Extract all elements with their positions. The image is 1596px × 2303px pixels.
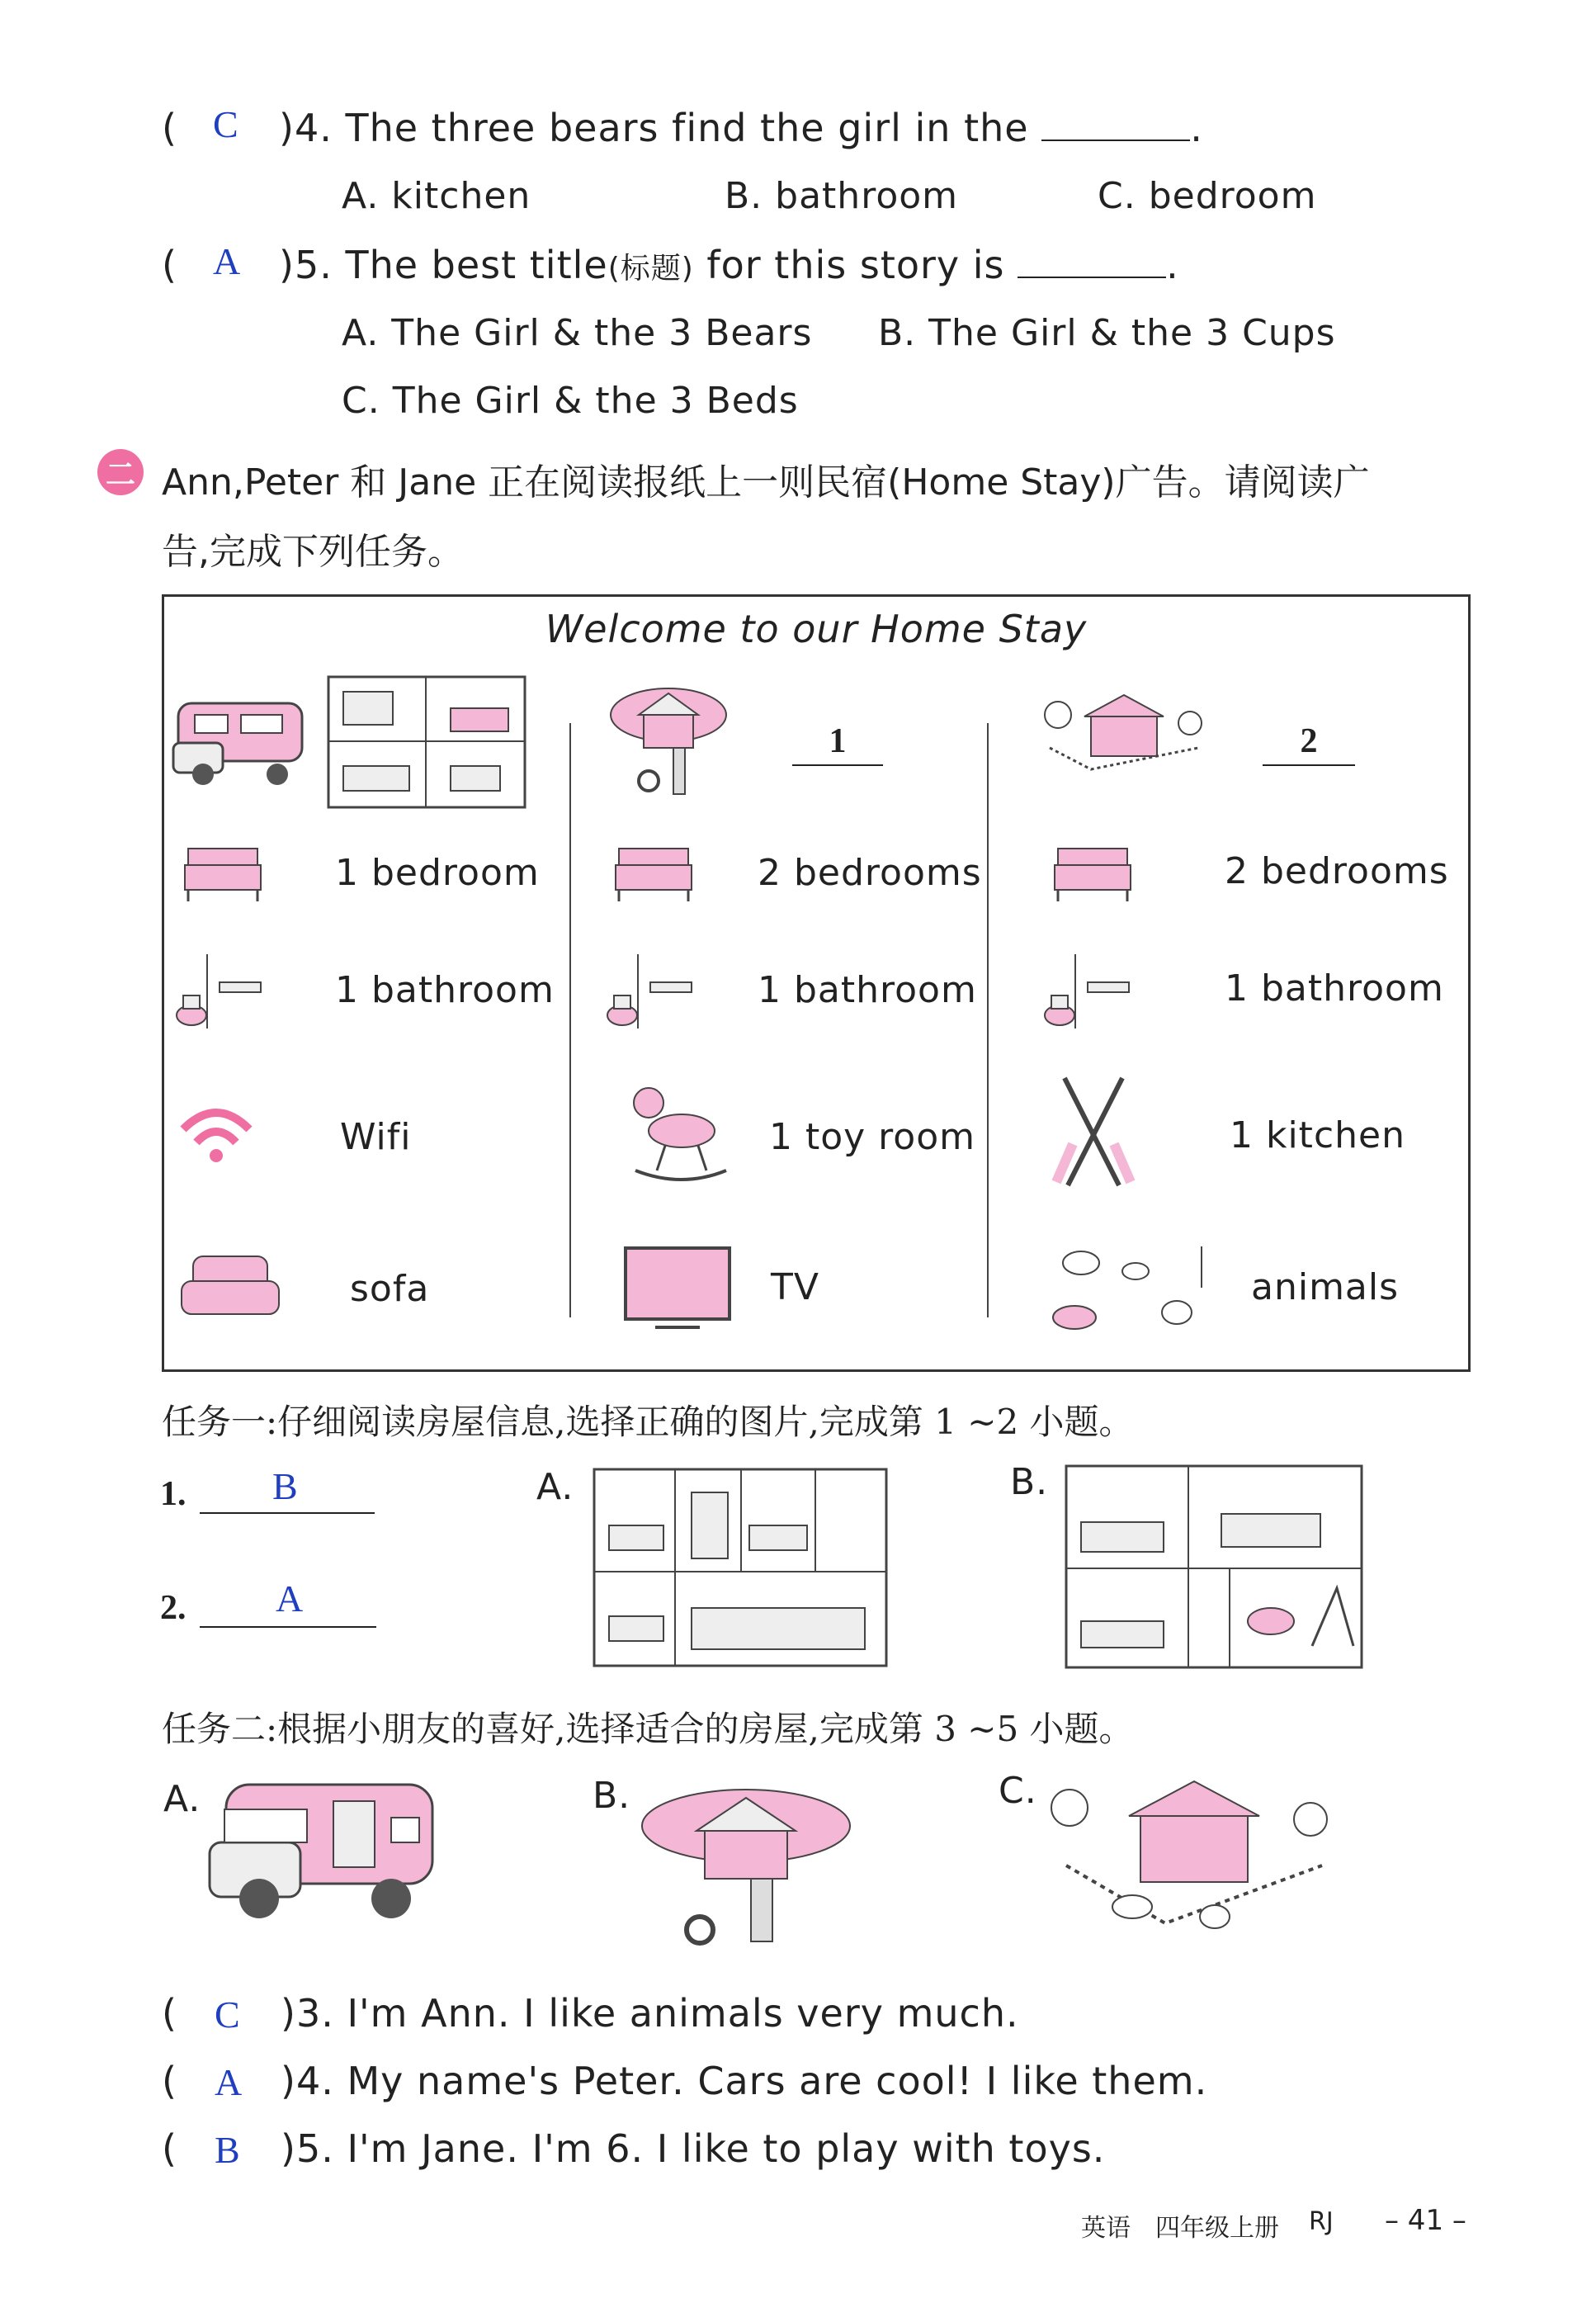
wifi-icon xyxy=(175,1096,257,1167)
farm-house-icon xyxy=(1041,690,1206,789)
q5-number: )5. xyxy=(279,243,333,287)
camper-van-icon xyxy=(170,693,309,791)
q4-answer[interactable]: C xyxy=(213,103,238,145)
col3-item-animals: animals xyxy=(1251,1266,1400,1308)
task1-pic-b-label: B. xyxy=(1010,1461,1049,1503)
t2-q3-answer[interactable]: C xyxy=(215,1993,240,2036)
rocking-horse-icon xyxy=(624,1073,731,1189)
q4-blank[interactable] xyxy=(1041,106,1190,141)
tree-house-icon xyxy=(602,682,734,797)
q4-period: . xyxy=(1190,106,1203,150)
bed-icon xyxy=(183,840,262,903)
q5-option-b: B. The Girl & the 3 Cups xyxy=(878,312,1336,354)
task2-label-c: C. xyxy=(999,1770,1037,1812)
q4-text: The three bears find the girl in the xyxy=(345,106,1029,150)
col2-item-bedrooms: 2 bedrooms xyxy=(758,852,982,894)
task1-heading: 任务一:仔细阅读房屋信息,选择正确的图片,完成第 1 ~2 小题。 xyxy=(162,1402,1134,1442)
t2-q5-question xyxy=(281,2126,1105,2171)
col1-item-bedroom: 1 bedroom xyxy=(335,852,540,894)
tree-house-large-icon xyxy=(630,1785,853,1946)
ad-divider-2 xyxy=(987,723,989,1317)
q5-open-paren: ( xyxy=(162,243,177,287)
q5-answer[interactable]: A xyxy=(213,240,241,282)
t2-q5-answer[interactable]: B xyxy=(215,2129,240,2171)
col2-item-tv: TV xyxy=(771,1266,819,1308)
col3-header-blank xyxy=(1263,764,1355,766)
t2-q4-text: My name's Peter. Cars are cool! I like them. xyxy=(347,2059,1208,2103)
t2-q3-question xyxy=(281,1991,1019,2036)
q4-number: )4. xyxy=(279,106,333,150)
q5-question xyxy=(279,243,1179,287)
ad-title: Welcome to our Home Stay xyxy=(545,607,1088,651)
col3-item-bathroom: 1 bathroom xyxy=(1225,967,1444,1010)
q5-option-c: C. The Girl & the 3 Beds xyxy=(342,380,799,422)
t2-q4-question xyxy=(281,2059,1207,2103)
col3-item-bedrooms: 2 bedrooms xyxy=(1225,850,1449,892)
col1-item-sofa: sofa xyxy=(350,1268,430,1310)
q4-option-c: C. bedroom xyxy=(1098,175,1317,217)
t2-q3-text: I'm Ann. I like animals very much. xyxy=(347,1991,1019,2036)
q5-note: (标题) xyxy=(607,252,694,286)
q5-period: . xyxy=(1166,243,1179,287)
task2-heading: 任务二:根据小朋友的喜好,选择适合的房屋,完成第 3 ~5 小题。 xyxy=(162,1709,1134,1749)
col2-header-number: 1 xyxy=(829,722,847,760)
task1-q1-blank xyxy=(200,1512,375,1514)
section2-intro-line2: 告,完成下列任务。 xyxy=(162,531,464,573)
q5-blank[interactable] xyxy=(1018,244,1166,278)
bathroom-icon xyxy=(173,946,264,1037)
task1-q1-number: 1. xyxy=(160,1475,187,1513)
q4-option-b: B. bathroom xyxy=(725,175,959,217)
t2-q4-answer[interactable]: A xyxy=(215,2061,243,2103)
t2-q3-number: )3. xyxy=(281,1991,334,2036)
col1-item-bathroom: 1 bathroom xyxy=(335,969,555,1011)
floor-plan-b-image xyxy=(1065,1464,1363,1669)
col3-item-kitchen: 1 kitchen xyxy=(1230,1114,1405,1156)
t2-q5-open-paren: ( xyxy=(162,2126,177,2171)
tv-icon xyxy=(622,1245,733,1334)
bathroom-icon xyxy=(604,946,695,1037)
t2-q3-open-paren: ( xyxy=(162,1991,177,2036)
bed-icon xyxy=(1053,840,1132,903)
task1-q1-answer[interactable]: B xyxy=(272,1465,298,1507)
footer-edition: RJ xyxy=(1309,2207,1334,2236)
q4-open-paren: ( xyxy=(162,106,177,150)
q5-option-a: A. The Girl & the 3 Bears xyxy=(342,312,813,354)
bed-icon xyxy=(614,840,693,903)
col2-header-blank xyxy=(792,764,883,766)
farm-house-large-icon xyxy=(1050,1775,1335,1937)
task2-label-a: A. xyxy=(163,1778,201,1820)
col1-item-wifi: Wifi xyxy=(340,1116,412,1158)
footer-subject: 英语 xyxy=(1081,2214,1131,2243)
house-layout-icon xyxy=(327,675,526,809)
floor-plan-a-image xyxy=(593,1468,888,1667)
task1-pic-a-label: A. xyxy=(536,1466,574,1508)
page-number: – 41 – xyxy=(1385,2204,1466,2237)
t2-q5-number: )5. xyxy=(281,2126,334,2171)
fork-knife-icon xyxy=(1048,1070,1139,1194)
q5-text-after: for this story is xyxy=(706,243,1005,287)
t2-q5-text: I'm Jane. I'm 6. I like to play with toys. xyxy=(347,2126,1106,2171)
section2-intro-line1: Ann,Peter 和 Jane 正在阅读报纸上一则民宿(Home Stay)广告。请阅读广 xyxy=(162,461,1370,504)
col3-header-number: 2 xyxy=(1300,722,1318,760)
sofa-icon xyxy=(177,1248,284,1331)
section-badge: 二 xyxy=(97,449,144,495)
task1-q2-blank xyxy=(200,1626,376,1628)
footer-grade: 四年级上册 xyxy=(1155,2214,1279,2243)
col2-item-toy-room: 1 toy room xyxy=(769,1116,976,1158)
ad-divider-1 xyxy=(569,723,571,1317)
t2-q4-open-paren: ( xyxy=(162,2059,177,2103)
bathroom-icon xyxy=(1041,946,1132,1037)
q4-question xyxy=(279,106,1203,150)
q5-text-before: The best title xyxy=(345,243,608,287)
task1-q2-answer[interactable]: A xyxy=(276,1577,304,1620)
t2-q4-number: )4. xyxy=(281,2059,334,2103)
animals-icon xyxy=(1045,1238,1223,1341)
task2-label-b: B. xyxy=(593,1775,631,1817)
q4-option-a: A. kitchen xyxy=(342,175,531,217)
col2-item-bathroom: 1 bathroom xyxy=(758,969,977,1011)
task1-q2-number: 2. xyxy=(160,1589,187,1627)
camper-van-large-icon xyxy=(201,1776,441,1923)
